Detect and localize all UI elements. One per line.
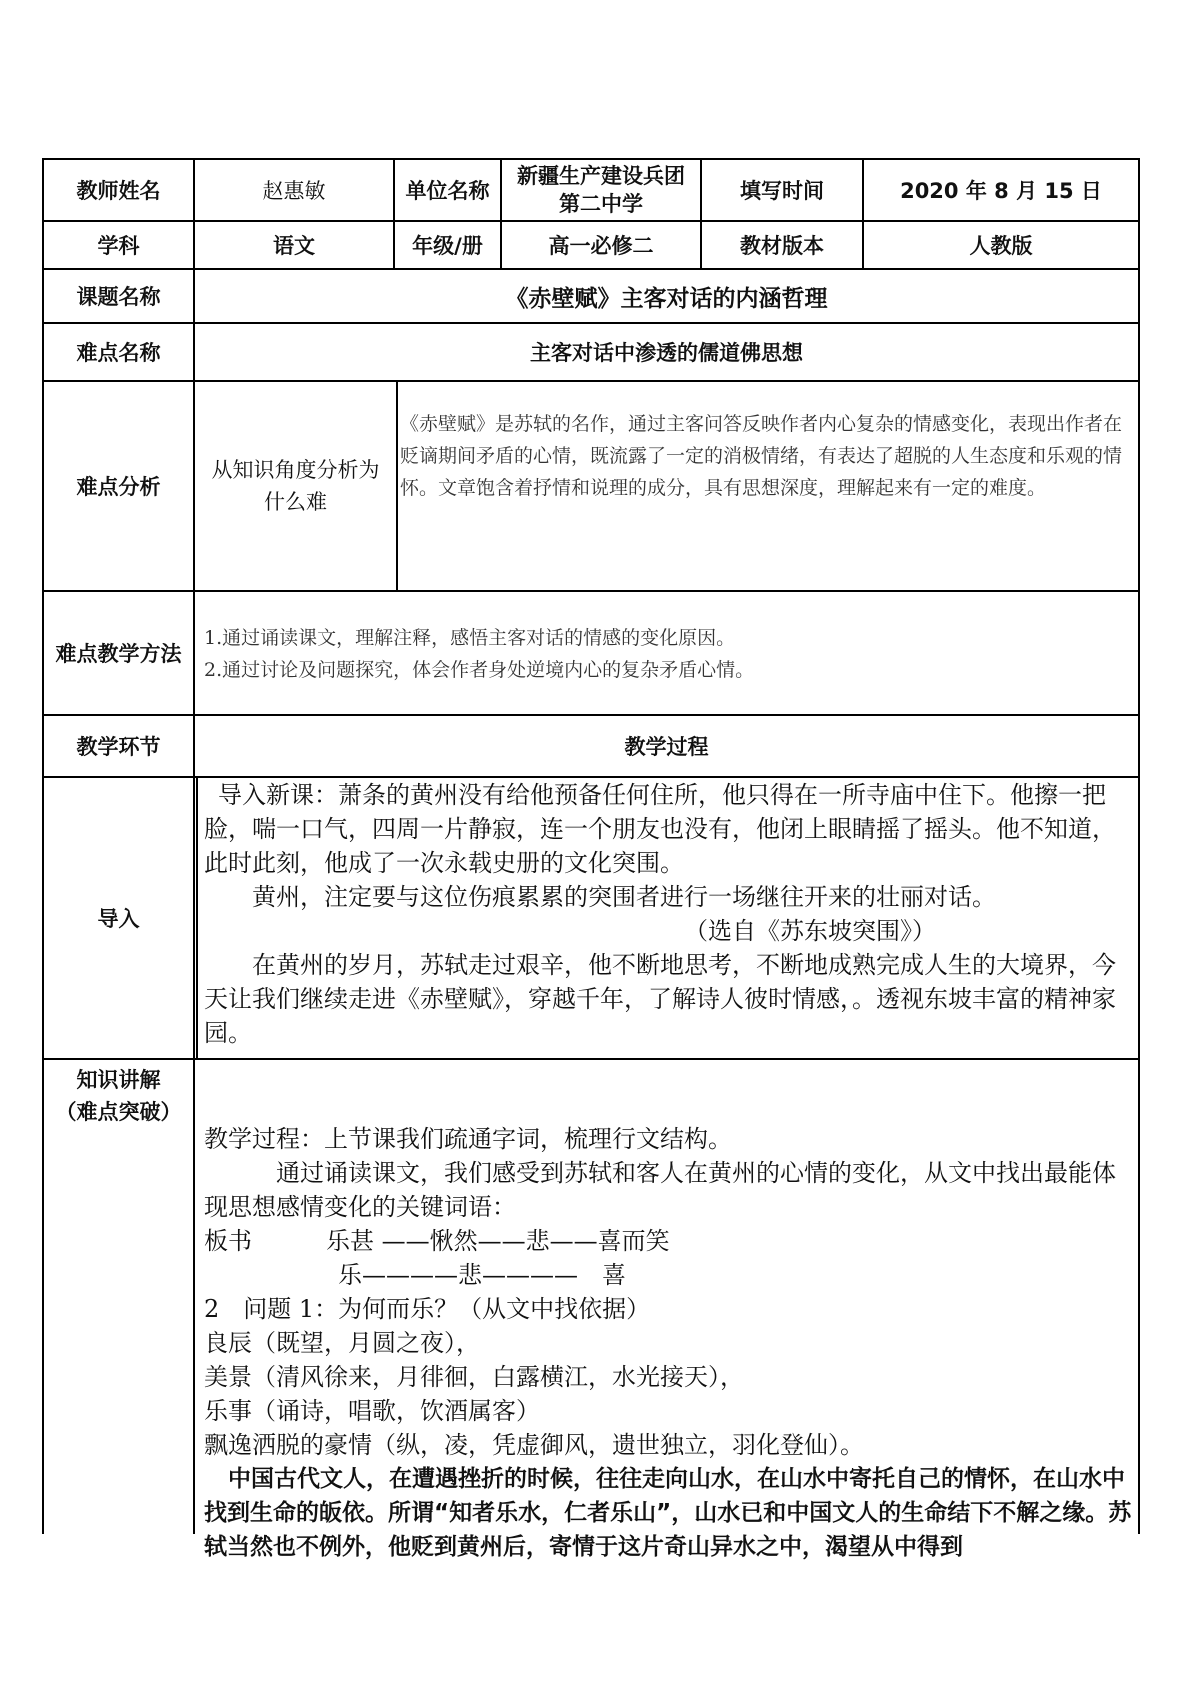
board-sequence-2: 乐————悲———— 喜 <box>338 1261 626 1289</box>
fill-date-label <box>702 160 862 220</box>
process-step-label <box>44 716 193 776</box>
grade-value-text: 高一必修二 <box>548 234 654 258</box>
subject-label-text: 学科 <box>97 234 140 258</box>
fill-date-text: 2020 年 8 月 15 日 <box>900 179 1102 203</box>
intro-paragraph-4: 在黄州的岁月，苏轼走过艰辛，他不断地思考，不断地成熟完成人生的大境界，今天让我们继续走进《赤壁赋》，穿越千年，了解诗人彼时情感，。透视东坡丰富的精神家园。 <box>204 951 1116 1047</box>
subject-value-text: 语文 <box>273 234 315 258</box>
knowledge-board-line <box>204 1224 1134 1258</box>
knowledge-bold-paragraph: 中国古代文人，在遭遇挫折的时候，往往走向山水，在山水中寄托自己的情怀，在山水中找到生命的皈依。所谓“知者乐水，仁者乐山”，山水已和中国文人的生命结下不解之缘。苏轼当然也不例外，他贬到黄州后，寄情于这片奇山异水之中，渴望从中得到 <box>204 1466 1132 1560</box>
process-step-label-text: 教学环节 <box>76 735 161 759</box>
knowledge-text <box>204 1122 1134 1564</box>
difficulty-label <box>44 324 193 380</box>
knowledge-label-line2: （难点突破） <box>55 1100 182 1124</box>
knowledge-label-line1: 知识讲解 <box>76 1068 161 1092</box>
analysis-paragraph: 《赤壁赋》是苏轼的名作，通过主客问答反映作者内心复杂的情感变化，表现出作者在贬谪期间矛盾的心情，既流露了一定的消极情绪，有表达了超脱的人生态度和乐观的情怀。文章饱含着抒情和说理的成分，具有思想深度，理解起来有一定的难度。 <box>400 413 1123 499</box>
teacher-name-label-text: 教师姓名 <box>76 179 161 203</box>
analysis-label <box>44 382 193 590</box>
intro-label <box>44 778 193 1058</box>
knowledge-question-1: 2 问题 1：为何而乐？（从文中找依据） <box>204 1295 651 1323</box>
knowledge-point-spirit: 飘逸洒脱的豪情（纵，凌，凭虚御风，遗世独立，羽化登仙）。 <box>204 1431 864 1459</box>
textbook-value-text: 人教版 <box>969 234 1033 258</box>
knowledge-label <box>44 1064 193 1128</box>
process-header-value <box>195 716 1138 776</box>
teacher-name-label <box>44 160 193 220</box>
textbook-label <box>702 222 862 268</box>
difficulty-value-text: 主客对话中渗透的儒道佛思想 <box>530 341 803 365</box>
topic-value <box>195 270 1138 322</box>
process-header-text: 教学过程 <box>624 735 709 759</box>
grade-value <box>502 222 700 268</box>
topic-label <box>44 270 193 322</box>
intro-paragraph-2: 黄州，注定要与这位伤痕累累的突围者进行一场继往开来的壮丽对话。 <box>252 883 996 911</box>
analysis-label-text: 难点分析 <box>76 475 161 499</box>
analysis-sub-label <box>195 382 396 590</box>
board-label: 板书 <box>204 1227 252 1255</box>
knowledge-line-2: 通过诵读课文，我们感受到苏轼和客人在黄州的心情的变化，从文中找出最能体现思想感情变化的关键词语： <box>204 1159 1116 1221</box>
intro-label-text: 导入 <box>97 907 140 931</box>
topic-value-text: 《赤壁赋》主客对话的内涵哲理 <box>505 285 828 312</box>
intro-source: （选自《苏东坡突围》） <box>684 917 936 945</box>
unit-name-value <box>502 160 700 220</box>
method-line-2: 2.通过讨论及问题探究，体会作者身处逆境内心的复杂矛盾心情。 <box>204 659 755 681</box>
knowledge-point-scenery: 美景（清风徐来，月徘徊，白露横江，水光接天）， <box>204 1363 744 1391</box>
method-label-text: 难点教学方法 <box>55 642 182 666</box>
method-line-1: 1.通过诵读课文，理解注释，感悟主客对话的情感的变化原因。 <box>204 627 736 649</box>
board-sequence-1: 乐甚 ——愀然——悲——喜而笑 <box>326 1227 670 1255</box>
subject-value <box>195 222 393 268</box>
textbook-label-text: 教材版本 <box>740 234 824 258</box>
table-border-right <box>1138 158 1140 1534</box>
topic-label-text: 课题名称 <box>76 285 161 309</box>
method-text <box>204 622 1134 686</box>
difficulty-label-text: 难点名称 <box>76 341 161 365</box>
unit-name-line2: 第二中学 <box>559 192 643 216</box>
analysis-sub-label-line2: 什么难 <box>264 490 327 514</box>
col-divider <box>196 776 198 1060</box>
teacher-name-text: 赵惠敏 <box>262 179 326 203</box>
unit-name-label-text: 单位名称 <box>405 179 490 203</box>
difficulty-value <box>195 324 1138 380</box>
knowledge-line-1: 教学过程：上节课我们疏通字词，梳理行文结构。 <box>204 1125 732 1153</box>
grade-label <box>395 222 500 268</box>
analysis-sub-label-line1: 从知识角度分析为 <box>211 458 380 482</box>
knowledge-point-time: 良辰（既望，月圆之夜）， <box>204 1329 480 1357</box>
unit-name-label <box>395 160 500 220</box>
analysis-text <box>400 408 1134 504</box>
intro-paragraph-1: 导入新课：萧条的黄州没有给他预备任何住所，他只得在一所寺庙中住下。他擦一把脸，喘一口气，四周一片静寂，连一个朋友也没有，他闭上眼睛摇了摇头。他不知道，此时此刻，他成了一次永载史册的文化突围。 <box>204 781 1116 877</box>
knowledge-point-activity: 乐事（诵诗，唱歌，饮酒属客） <box>204 1397 540 1425</box>
unit-name-line1: 新疆生产建设兵团 <box>517 164 685 188</box>
fill-date-value <box>864 160 1138 220</box>
intro-text <box>204 778 1134 1050</box>
fill-date-label-text: 填写时间 <box>740 179 824 203</box>
grade-label-text: 年级/册 <box>412 234 483 258</box>
method-label <box>44 592 193 714</box>
teacher-name-value <box>195 160 393 220</box>
row-divider <box>42 1058 1140 1060</box>
col-divider <box>396 380 398 592</box>
subject-label <box>44 222 193 268</box>
textbook-value <box>864 222 1138 268</box>
row-divider <box>42 590 1140 592</box>
